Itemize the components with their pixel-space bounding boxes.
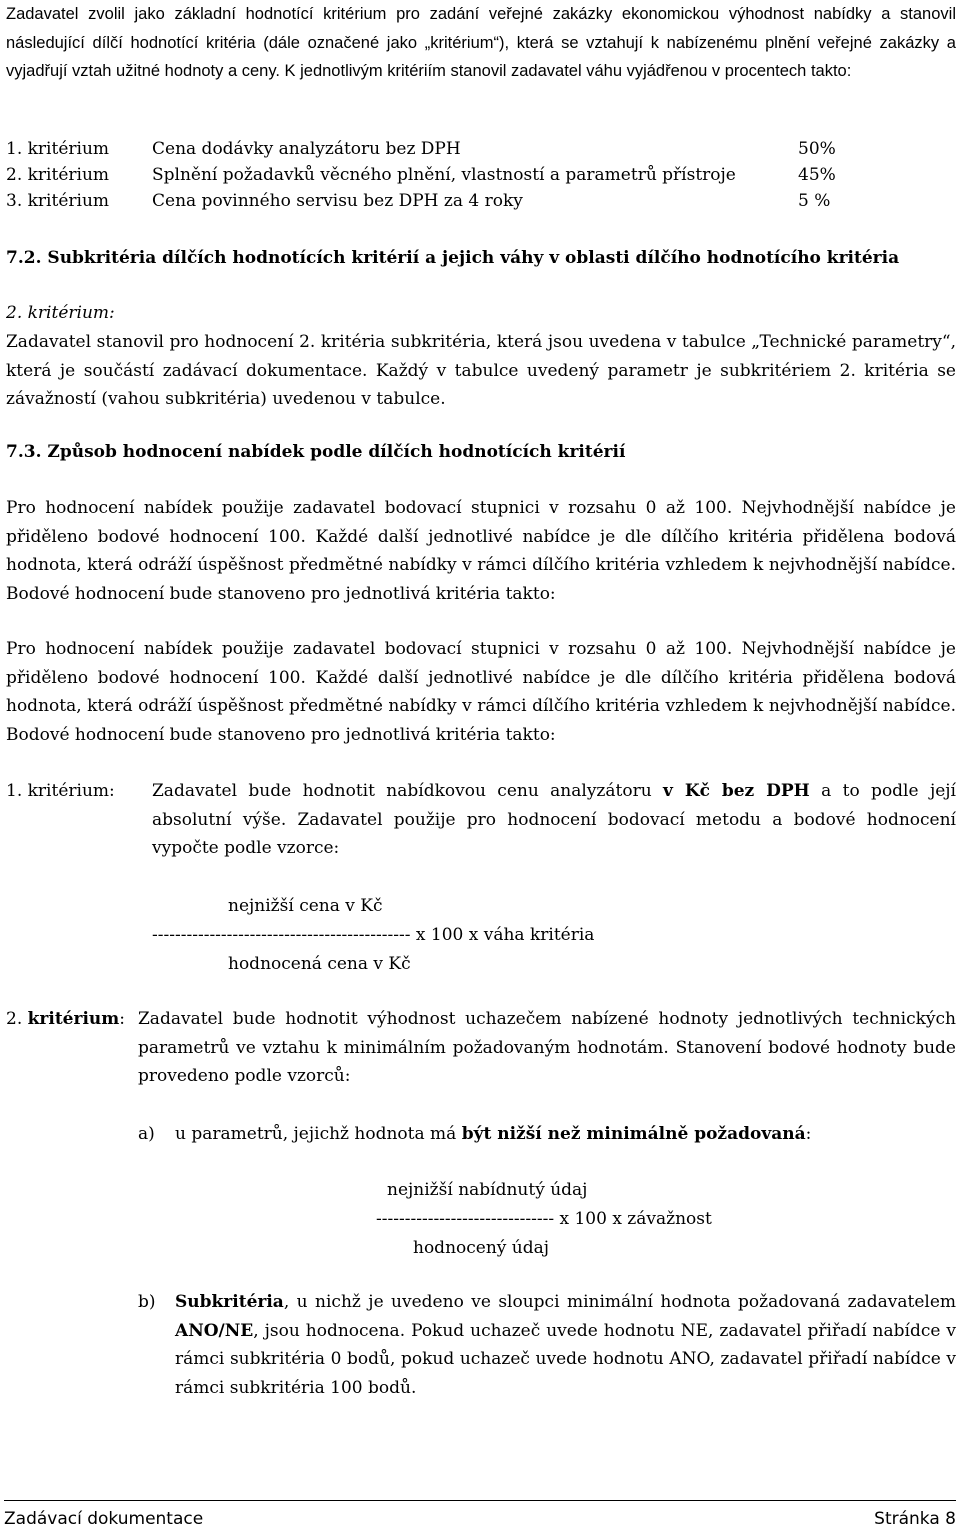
section-7-2-paragraph: Zadavatel stanovil pro hodnocení 2. kritéria subkritéria, která jsou uvedena v tabulce „Technické parametry“, která je součástí zadávací dokumentace. Každý v tabulce uvedený parametr je subkritériem 2. kritéria se závažností (vahou subkritéria) uvedenou v tabulce. <box>6 332 956 409</box>
footer-title: Zadávací dokumentace <box>4 1509 204 1529</box>
section-7-2-heading: 7.2. Subkritéria dílčích hodnotících kritérií a jejich váhy v oblasti dílčího hodnotícího kritéria <box>6 248 900 268</box>
criteria-list <box>6 136 956 214</box>
criterion-weight: 45% <box>798 165 836 185</box>
criterion-weight: 50% <box>798 139 836 159</box>
criterion-number: 3. kritérium <box>6 191 110 211</box>
criterion-2-label-num: 2. <box>6 1009 28 1029</box>
item-a <box>138 1120 956 1149</box>
section-7-3-heading: 7.3. Způsob hodnocení nabídek podle dílčích hodnotících kritérií <box>6 442 626 462</box>
criteria-row <box>6 136 956 162</box>
criteria-row <box>6 162 956 188</box>
criterion-weight: 5 % <box>798 191 831 211</box>
criterion-1-text-a: Zadavatel bude hodnotit nabídkovou cenu analyzátoru <box>152 781 664 801</box>
criteria-row <box>6 188 956 214</box>
section-7-2-sublabel: 2. kritérium: <box>6 303 115 323</box>
formula-numerator: nejnižší nabídnutý údaj <box>387 1180 588 1200</box>
item-a-label: a) <box>138 1124 155 1144</box>
criterion-2-label-bold: kritérium <box>27 1009 120 1029</box>
criterion-1-text <box>152 777 956 863</box>
criterion-1-text-bold: v Kč bez DPH <box>663 781 810 801</box>
item-a-text <box>175 1120 956 1149</box>
criterion-2-label <box>6 1005 138 1091</box>
criterion-name: Splnění požadavků věcného plnění, vlastností a parametrů přístroje <box>152 165 736 185</box>
criterion-name: Cena dodávky analyzátoru bez DPH <box>152 139 461 159</box>
item-a-text-bold: být nižší než minimálně požadovaná <box>461 1124 806 1144</box>
criterion-number: 1. kritérium <box>6 139 110 159</box>
formula-line: --------------------------------------------- x 100 x váha kritéria <box>152 925 595 945</box>
item-a-colon: : <box>805 1124 812 1144</box>
criterion-1-text-b: a to podle její absolutní výše. Zadavatel použije pro hodnocení bodovací metodu a bodové hodnocení vypočte podle vzorce: <box>152 781 956 858</box>
footer-page-number: Stránka 8 <box>874 1509 956 1529</box>
item-b-text-2: , jsou hodnocena. Pokud uchazeč uvede hodnotu NE, zadavatel přiřadí nabídce v rámci subkritéria 0 bodů, pokud uchazeč uvede hodnotu ANO, zadavatel přiřadí nabídce v rámci subkritéria 100 bodů. <box>175 1320 956 1398</box>
formula-denominator: hodnocený údaj <box>413 1238 550 1258</box>
criterion-2-block <box>6 1005 956 1091</box>
formula-numerator: nejnižší cena v Kč <box>228 896 383 916</box>
criterion-2-formula <box>376 1176 796 1263</box>
item-b <box>138 1288 956 1402</box>
criterion-1-block <box>6 777 956 863</box>
item-a-text-plain: u parametrů, jejichž hodnota má <box>175 1124 462 1144</box>
section-7-3-paragraph-1: Pro hodnocení nabídek použije zadavatel bodovací stupnici v rozsahu 0 až 100. Nejvhodnější nabídce je přiděleno bodové hodnocení 100. Každé další jednotlivé nabídce je dle dílčího kritéria přidělena bodová hodnota, která odráží úspěšnost předmětné nabídky v rámci dílčího kritéria vzhledem k nejvhodnější nabídce. Bodové hodnocení bude stanoveno pro jednotlivá kritéria takto: <box>6 498 956 604</box>
item-b-text-1: , u nichž je uvedeno ve sloupci minimální hodnota požadovaná zadavatelem <box>283 1292 956 1312</box>
formula-line: ------------------------------- x 100 x závažnost <box>376 1209 712 1229</box>
item-b-label: b) <box>138 1292 156 1312</box>
criterion-1-formula <box>152 892 672 979</box>
criterion-number: 2. kritérium <box>6 165 110 185</box>
item-b-bold-1: Subkritéria <box>175 1292 284 1312</box>
formula-denominator: hodnocená cena v Kč <box>228 954 411 974</box>
criterion-2-label-colon: : <box>119 1009 125 1029</box>
intro-paragraph: Zadavatel zvolil jako základní hodnotící kritérium pro zadání veřejné zakázky ekonomickou výhodnost nabídky a stanovil následující dílčí hodnotící kritéria (dále označené jako „kritérium“), která se vztahují k nabízenému plnění veřejné zakázky a vyjadřují vztah užitné hodnoty a ceny. K jednotlivým kritériím stanovil zadavatel váhu vyjádřenou v procentech takto: <box>6 5 956 80</box>
criterion-1-label: 1. kritérium: <box>6 781 115 801</box>
criterion-name: Cena povinného servisu bez DPH za 4 roky <box>152 191 523 211</box>
criterion-2-text: Zadavatel bude hodnotit výhodnost uchazečem nabízené hodnoty jednotlivých technických parametrů ve vztahu k minimálním požadovaným hodnotám. Stanovení bodové hodnoty bude provedeno podle vzorců: <box>138 1009 956 1086</box>
item-b-text <box>175 1288 956 1402</box>
page-footer <box>4 1500 956 1529</box>
item-b-bold-2: ANO/NE <box>175 1320 254 1341</box>
section-7-3-paragraph-2: Pro hodnocení nabídek použije zadavatel bodovací stupnici v rozsahu 0 až 100. Nejvhodnější nabídce je přiděleno bodové hodnocení 100. Každé další jednotlivé nabídce je dle dílčího kritéria přidělena bodová hodnota, která odráží úspěšnost předmětné nabídky v rámci dílčího kritéria vzhledem k nejvhodnější nabídce. Bodové hodnocení bude stanoveno pro jednotlivá kritéria takto: <box>6 639 956 745</box>
